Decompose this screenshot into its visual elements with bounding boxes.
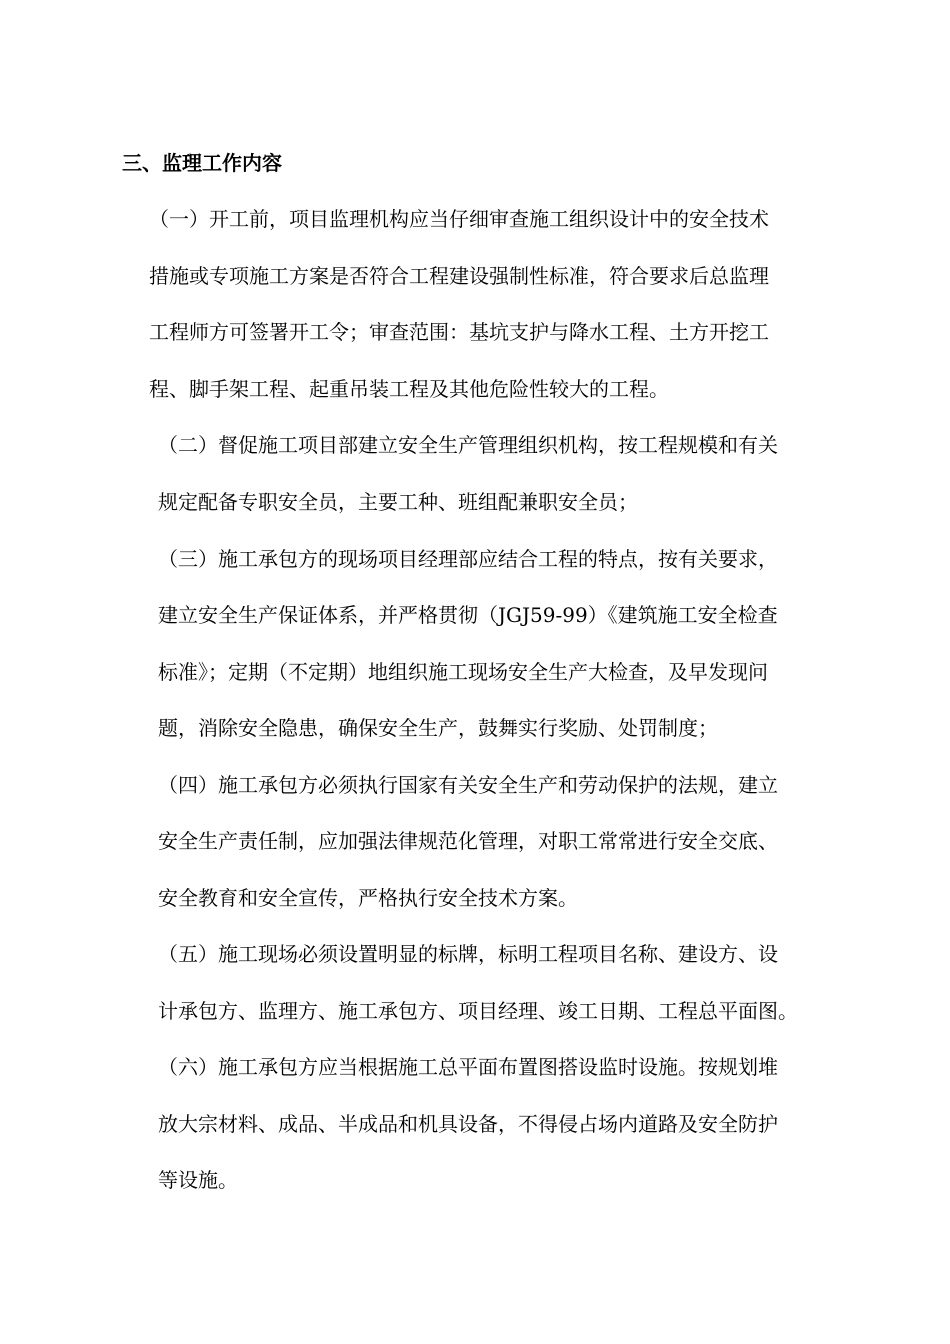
text-line: （二）督促施工项目部建立安全生产管理组织机构，按工程规模和有关 xyxy=(158,433,778,457)
text-line: （三）施工承包方的现场项目经理部应结合工程的特点，按有关要求， xyxy=(158,547,778,571)
text-line: （一）开工前，项目监理机构应当仔细审查施工组织设计中的安全技术 xyxy=(149,207,769,231)
text-line: 规定配备专职安全员，主要工种、班组配兼职安全员； xyxy=(158,490,638,514)
text-line: （五）施工现场必须设置明显的标牌，标明工程项目名称、建设方、设 xyxy=(158,942,778,966)
text-line: 等设施。 xyxy=(158,1168,238,1192)
text-line: （六）施工承包方应当根据施工总平面布置图搭设监时设施。按规划堆 xyxy=(158,1055,778,1079)
text-line: 安全生产责任制，应加强法律规范化管理，对职工常常进行安全交底、 xyxy=(158,829,778,853)
text-line: 建立安全生产保证体系，并严格贯彻（JGJ59-99）《建筑施工安全检查 xyxy=(158,603,778,627)
text-line: 程、脚手架工程、起重吊装工程及其他危险性较大的工程。 xyxy=(149,377,669,401)
text-line: 工程师方可签署开工令；审查范围：基坑支护与降水工程、土方开挖工 xyxy=(149,320,769,344)
text-line: 安全教育和安全宣传，严格执行安全技术方案。 xyxy=(158,886,578,910)
text-line: 题，消除安全隐患，确保安全生产，鼓舞实行奖励、处罚制度； xyxy=(158,716,718,740)
text-line: （四）施工承包方必须执行国家有关安全生产和劳动保护的法规，建立 xyxy=(158,773,778,797)
section-heading: 三、监理工作内容 xyxy=(122,151,282,175)
text-line: 放大宗材料、成品、半成品和机具设备，不得侵占场内道路及安全防护 xyxy=(158,1112,778,1136)
text-line: 措施或专项施工方案是否符合工程建设强制性标准，符合要求后总监理 xyxy=(149,264,769,288)
text-line: 标准》；定期（不定期）地组织施工现场安全生产大检查，及早发现问 xyxy=(158,660,768,684)
text-line: 计承包方、监理方、施工承包方、项目经理、竣工日期、工程总平面图。 xyxy=(158,999,798,1023)
